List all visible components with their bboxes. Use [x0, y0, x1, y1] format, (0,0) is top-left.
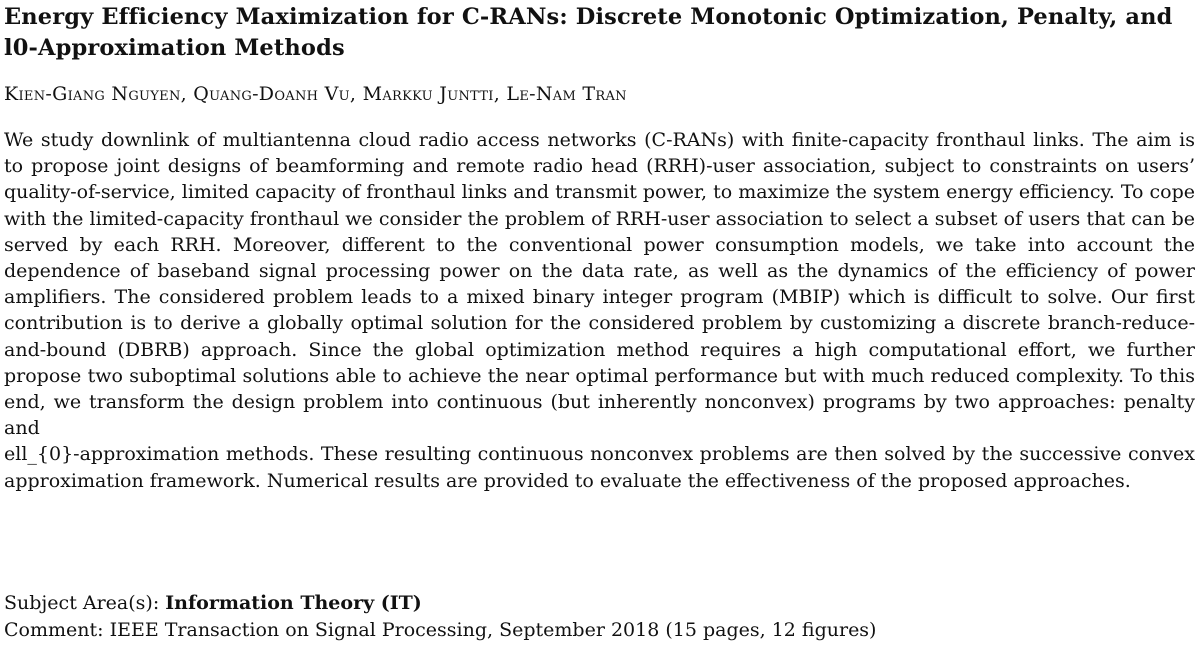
- comment-label: Comment:: [4, 619, 104, 641]
- paper-title: Energy Efficiency Maximization for C-RANs: Discrete Monotonic Optimization, Penalty, and l0-Approximation Methods: [4, 4, 1173, 61]
- subject-area-value: Information Theory (IT): [165, 592, 422, 614]
- subject-area-row: [4, 590, 876, 617]
- paper-abstract: We study downlink of multiantenna cloud radio access networks (C-RANs) with finite-capacity fronthaul links. The aim is to propose joint designs of beamforming and remote radio head (RRH)-user association, subject to constraints on users’ quality-of-service, limited capacity of fronthaul links and transmit power, to maximize the system energy efficiency. To cope with the limited-capacity fronthaul we consider the problem of RRH-user association to select a subset of users that can be served by each RRH. Moreover, different to the conventional power consumption models, we take into account the dependence of baseband signal processing power on the data rate, as well as the dynamics of the efficiency of power amplifiers. The considered problem leads to a mixed binary integer program (MBIP) which is difficult to solve. Our first contribution is to derive a globally optimal solution for the considered problem by customizing a discrete branch-reduce-and-bound (DBRB) approach. Since the global optimization method requires a high computational effort, we further propose two suboptimal solutions able to achieve the near optimal performance but with much reduced complexity. To this end, we transform the design problem into continuous (but inherently nonconvex) programs by two approaches: penalty and ell_{0}-approximation methods. These resulting continuous nonconvex problems are then solved by the successive convex approximation framework. Numerical results are provided to evaluate the effectiveness of the proposed approaches.: [4, 129, 1195, 492]
- comment-row: [4, 617, 876, 644]
- paper-metadata: [4, 590, 876, 644]
- comment-value: IEEE Transaction on Signal Processing, September 2018 (15 pages, 12 figures): [109, 619, 877, 641]
- subject-area-label: Subject Area(s):: [4, 592, 160, 614]
- paper-authors: Kien-Giang Nguyen, Quang-Doanh Vu, Markku Juntti, Le-Nam Tran: [4, 83, 627, 105]
